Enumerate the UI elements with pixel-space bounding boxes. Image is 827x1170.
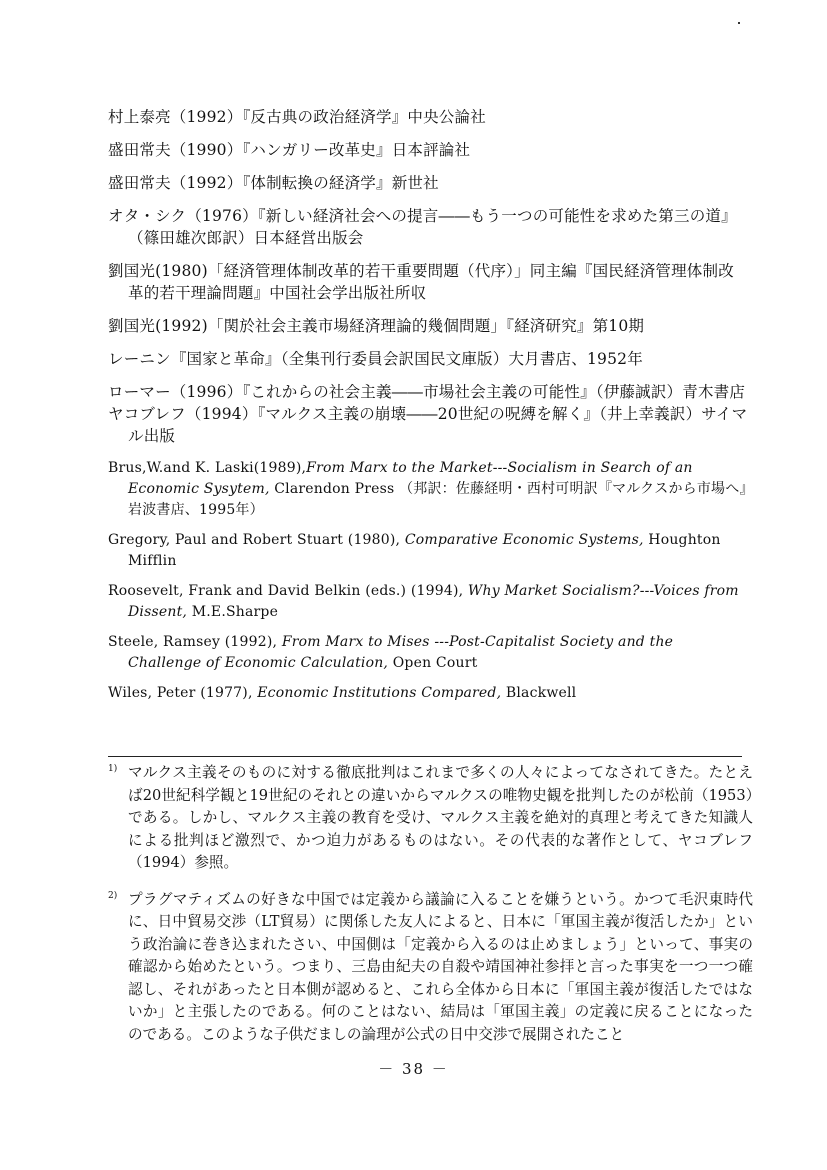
footnote-separator [108,756,742,757]
reference-entry-english [108,530,748,572]
reference-title: Economic Institutions Compared, [257,685,502,701]
reference-authors: Wiles, Peter (1977), [108,685,258,701]
footnote-marker: 2) [108,890,118,901]
reference-entry: ヤコブレフ（1994）『マルクス主義の崩壊――20世紀の呪縛を解く』（井上幸義訳）サイマル出版 [108,405,748,445]
reference-entry: オタ・シク（1976）『新しい経済社会への提言――もう一つの可能性を求めた第三の道』（篠田雄次郎訳）日本経営出版会 [108,207,737,247]
footnote-text: マルクス主義そのものに対する徹底批判はこれまで多くの人々によってなされてきた。たとえば20世紀科学観と19世紀のそれとの違いからマルクスの唯物史観を批判したのが松前（1953）である。しかし、マルクス主義の教育を受け、マルクス主義を絶対的真理と考えてきた知識人による批判ほど激烈で、かつ迫力があるものはない。その代表的な著作として、ヤコブレフ（1994）参照。 [128,764,753,871]
reference-entry-english [108,632,748,674]
reference-entry-english [108,458,748,521]
reference-title: Why Market Socialism?---Voices from Dissent, [128,583,739,620]
reference-authors: Brus,W.and K. Laski(1989), [108,460,307,476]
reference-entry: 盛田常夫（1990）『ハンガリー改革史』日本評論社 [108,141,471,159]
reference-entry: 盛田常夫（1992）『体制転換の経済学』新世社 [108,174,439,192]
reference-entry: 劉国光(1992)「関於社会主義市場経済理論的幾個問題」『経済研究』第10期 [108,317,645,335]
reference-publisher: Open Court [388,655,478,671]
reference-entry-english [108,581,748,623]
reference-entry-english [108,683,748,704]
footnote [108,762,753,875]
reference-entry: レーニン『国家と革命』（全集刊行委員会訳国民文庫版）大月書店、1952年 [108,350,643,368]
reference-authors: Roosevelt, Frank and David Belkin (eds.) (1994), [108,583,468,599]
reference-title: Comparative Economic Systems, [404,532,644,548]
footnote-marker: 1) [108,764,118,774]
page-number: － 38 － [378,1060,449,1078]
footnote-text: プラグマティズムの好きな中国では定義から議論に入ることを嫌うという。かつて毛沢東時代に、日中貿易交渉（LT貿易）に関係した友人によると、日本に「軍国主義が復活したか」という政治論に巻き込まれたさい、中国側は「定義から入るのは止めましょう」といって、事実の確認から始めたという。つまり、三島由紀夫の自殺や靖国神社参拝と言った事実を一つ一つ確認し、それがあったと日本側が認めると、これら全体から日本に「軍国主義が復活したではないか」と主張したのである。何のことはない、結局は「軍国主義」の定義に戻ることになったのである。このような子供だましの論理が公式の日中交渉で展開されたこと [128,890,753,1043]
reference-authors: Steele, Ramsey (1992), [108,634,282,650]
reference-authors: Gregory, Paul and Robert Stuart (1980), [108,532,405,548]
reference-title: From Marx to Mises ---Post-Capitalist Society and the Challenge of Economic Calculation, [128,634,674,671]
footnote [108,889,753,1047]
reference-publisher: M.E.Sharpe [187,604,279,620]
reference-entry: 村上泰亮（1992）『反古典の政治経済学』中央公論社 [108,108,486,126]
page-corner-mark [738,22,740,24]
footnotes [108,762,753,1060]
reference-publisher: Clarendon Press （邦訳：佐藤経明・西村可明訳『マルクスから市場へ』岩波書店、1995年） [128,481,747,518]
reference-list [108,106,748,713]
reference-entry: 劉国光(1980)「経済管理体制改革的若干重要問題（代序）」同主編『国民経済管理体制改革的若干理論問題』中国社会学出版社所収 [108,262,734,302]
reference-entry: ローマー（1996）『これからの社会主義――市場社会主義の可能性』（伊藤誠訳）青木書店 [108,383,746,401]
reference-publisher: Blackwell [501,685,577,701]
reference-publisher: Houghton Mifflin [128,532,721,569]
reference-title: From Marx to the Market---Socialism in Search of an Economic Sysytem, [128,460,693,497]
